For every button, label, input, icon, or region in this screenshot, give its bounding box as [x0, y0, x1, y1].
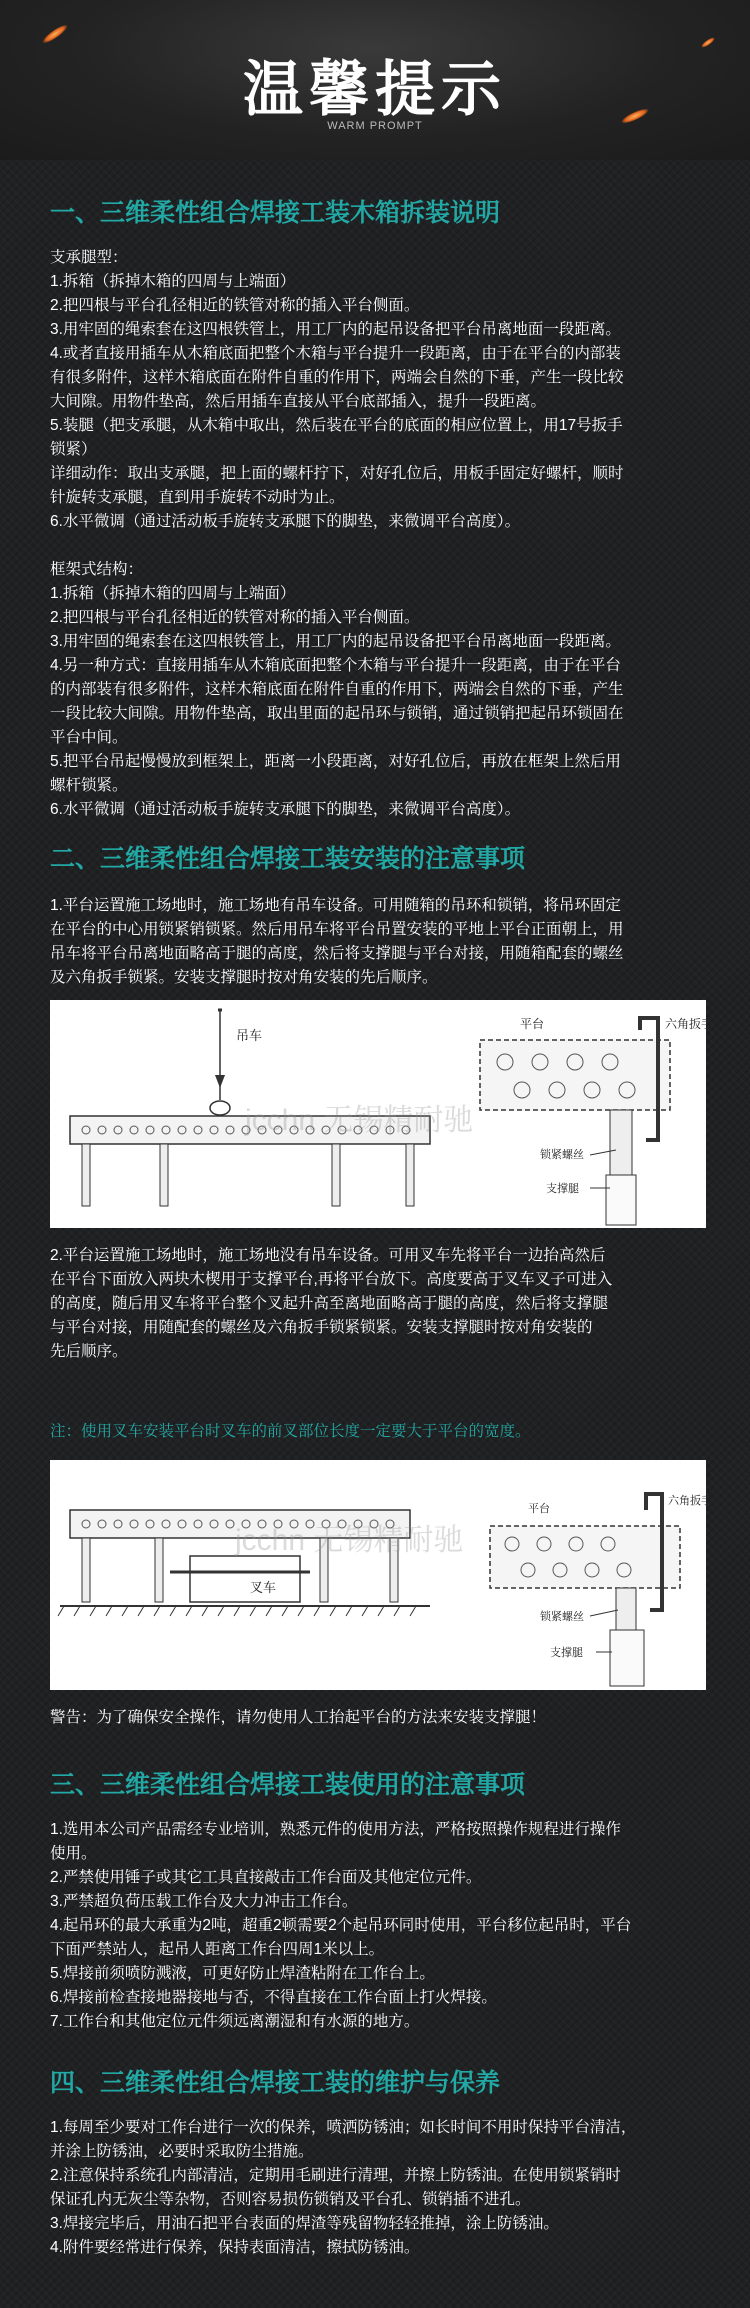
- crane-label: 吊车: [236, 1028, 263, 1043]
- platform-label: 平台: [520, 1017, 545, 1031]
- text-line: 及六角扳手锁紧。安装支撑腿时按对角安装的先后顺序。: [50, 969, 438, 986]
- text-line: 下面严禁站人，起吊人距离工作台四周1米以上。: [50, 1941, 385, 1958]
- wrench-label: 六角扳手: [668, 1495, 712, 1507]
- section-3-heading: [50, 1768, 706, 1802]
- text-line: 6.水平微调（通过活动板手旋转支承腿下的脚垫，来微调平台高度）。: [50, 513, 521, 530]
- forklift-note: 注：使用叉车安装平台时叉车的前叉部位长度一定要大于平台的宽度。: [50, 1423, 531, 1440]
- section-2-heading: [50, 842, 706, 876]
- section-heading: 二、三维柔性组合焊接工装安装的注意事项: [50, 845, 526, 873]
- text-line: 1.选用本公司产品需经专业培训，熟悉元件的使用方法，严格按照操作规程进行操作: [50, 1821, 621, 1838]
- leg-label: 支撑腿: [550, 1647, 583, 1659]
- text-line: 大间隙。用物件垫高，然后用插车直接从平台底部插入，提升一段距离。: [50, 393, 547, 410]
- section-2-block-1: [50, 894, 706, 990]
- text-line: 平台中间。: [50, 729, 128, 746]
- text-line: 1.每周至少要对工作台进行一次的保养，喷洒防锈油；如长时间不用时保持平台清洁，: [50, 2119, 637, 2136]
- text-line: 有很多附件，这样木箱底面在附件自重的作用下，两端会自然的下垂，产生一段比较: [50, 369, 624, 386]
- text-line: 2.平台运置施工场地时，施工场地没有吊车设备。可用叉车先将平台一边抬高然后: [50, 1247, 606, 1264]
- text-line: 1.拆箱（拆掉木箱的四周与上端面）: [50, 273, 296, 290]
- forklift-installation-figure: [50, 1460, 712, 1690]
- text-line: 1.平台运置施工场地时，施工场地有吊车设备。可用随箱的吊环和锁销，将吊环固定: [50, 897, 621, 914]
- watermark: jcchn 无锡精耐驰: [245, 1104, 474, 1137]
- text-line: 锁紧）: [50, 441, 97, 458]
- crane-installation-figure: [50, 1000, 714, 1228]
- section-1-block-2: [50, 558, 706, 822]
- text-line: 6.水平微调（通过活动板手旋转支承腿下的脚垫，来微调平台高度）。: [50, 801, 521, 818]
- text-line: 在平台的中心用锁紧销锁紧。然后用吊车将平台吊置安装的平地上平台正面朝上，用: [50, 921, 624, 938]
- safety-warning: [50, 1706, 706, 1730]
- wrench-label: 六角扳手: [665, 1017, 714, 1031]
- text-line: 警告：为了确保安全操作，请勿使用人工抬起平台的方法来安装支撑腿！: [50, 1709, 547, 1726]
- text-line: 3.焊接完毕后，用油石把平台表面的焊渣等残留物轻轻推掉，涂上防锈油。: [50, 2215, 559, 2232]
- text-line: 框架式结构：: [50, 561, 144, 578]
- text-line: 的高度，随后用叉车将平台整个叉起升高至离地面略高于腿的高度，然后将支撑腿: [50, 1295, 609, 1312]
- text-line: 2.把四根与平台孔径相近的铁管对称的插入平台侧面。: [50, 609, 420, 626]
- text-line: 5.把平台吊起慢慢放到框架上，距离一小段距离，对好孔位后，再放在框架上然后用: [50, 753, 621, 770]
- text-line: 保证孔内无灰尘等杂物，否则容易损伤锁销及平台孔、锁销插不进孔。: [50, 2191, 531, 2208]
- section-heading: 三、三维柔性组合焊接工装使用的注意事项: [50, 1771, 526, 1799]
- text-line: 5.装腿（把支承腿，从木箱中取出，然后装在平台的底面的相应位置上，用17号扳手: [50, 417, 623, 434]
- section-3-block-1: [50, 1818, 706, 2034]
- text-line: 先后顺序。: [50, 1343, 128, 1360]
- text-line: 2.把四根与平台孔径相近的铁管对称的插入平台侧面。: [50, 297, 420, 314]
- text-line: 并涂上防锈油，必要时采取防尘措施。: [50, 2143, 314, 2160]
- text-line: 2.注意保持系统孔内部清洁，定期用毛刷进行清理，并擦上防锈油。在使用锁紧销时: [50, 2167, 621, 2184]
- leg-label: 支撑腿: [546, 1183, 579, 1195]
- text-line: 5.焊接前须喷防溅液，可更好防止焊渣粘附在工作台上。: [50, 1965, 435, 1982]
- section-2-block-2: [50, 1244, 706, 1364]
- text-line: 吊车将平台吊离地面略高于腿的高度，然后将支撑腿与平台对接，用随箱配套的螺丝: [50, 945, 624, 962]
- text-line: 3.用牢固的绳索套在这四根铁管上，用工厂内的起吊设备把平台吊离地面一段距离。: [50, 321, 621, 338]
- crane-diagram: [50, 1000, 714, 1228]
- text-line: 一段比较大间隙。用物件垫高，取出里面的起吊环与锁销，通过锁销把起吊环锁固在: [50, 705, 624, 722]
- text-line: 4.起吊环的最大承重为2吨，超重2顿需要2个起吊环同时使用，平台移位起吊时，平台: [50, 1917, 632, 1934]
- bolt-label: 锁紧螺丝: [540, 1611, 584, 1623]
- bolt-label: 锁紧螺丝: [540, 1149, 584, 1161]
- forklift-diagram: [50, 1460, 712, 1690]
- platform-label: 平台: [528, 1503, 550, 1515]
- page-title: 温馨提示: [243, 56, 507, 123]
- text-line: 7.工作台和其他定位元件须远离潮湿和有水源的地方。: [50, 2013, 420, 2030]
- section-heading: 一、三维柔性组合焊接工装木箱拆装说明: [50, 199, 501, 227]
- text-line: 2.严禁使用锤子或其它工具直接敲击工作台面及其他定位元件。: [50, 1869, 482, 1886]
- section-4-block-1: [50, 2116, 706, 2260]
- text-line: 的内部装有很多附件，这样木箱底面在附件自重的作用下，两端会自然的下垂，产生: [50, 681, 624, 698]
- text-line: 1.拆箱（拆掉木箱的四周与上端面）: [50, 585, 296, 602]
- section-heading: 四、三维柔性组合焊接工装的维护与保养: [50, 2069, 501, 2097]
- watermark: jcchn 无锡精耐驰: [235, 1524, 464, 1557]
- text-line: 在平台下面放入两块木楔用于支撑平台,再将平台放下。高度要高于叉车叉子可进入: [50, 1271, 613, 1288]
- text-line: 4.附件要经常进行保养，保持表面清洁，擦拭防锈油。: [50, 2239, 420, 2256]
- section-1-heading: [50, 196, 706, 230]
- section-4-heading: [50, 2066, 706, 2100]
- text-line: 3.用牢固的绳索套在这四根铁管上，用工厂内的起吊设备把平台吊离地面一段距离。: [50, 633, 621, 650]
- text-line: 4.另一种方式：直接用插车从木箱底面把整个木箱与平台提升一段距离，由于在平台: [50, 657, 621, 674]
- text-line: 与平台对接，用随配套的螺丝及六角扳手锁紧锁紧。安装支撑腿时按对角安装的: [50, 1319, 593, 1336]
- text-line: 3.严禁超负荷压载工作台及大力冲击工作台。: [50, 1893, 358, 1910]
- text-line: 4.或者直接用插车从木箱底面把整个木箱与平台提升一段距离，由于在平台的内部装: [50, 345, 621, 362]
- text-line: 6.焊接前检查接地器接地与否，不得直接在工作台面上打火焊接。: [50, 1989, 497, 2006]
- text-line: 详细动作：取出支承腿，把上面的螺杆拧下，对好孔位后，用板手固定好螺杆，顺时: [50, 465, 624, 482]
- page-subtitle: WARM PROMPT: [327, 120, 423, 132]
- text-line: 支承腿型：: [50, 249, 128, 266]
- text-line: 使用。: [50, 1845, 97, 1862]
- page-header: [0, 0, 750, 160]
- text-line: 螺杆锁紧。: [50, 777, 128, 794]
- section-1-block-1: [50, 246, 706, 534]
- text-line: 针旋转支承腿，直到用手旋转不动时为止。: [50, 489, 345, 506]
- forklift-label: 叉车: [250, 1580, 277, 1595]
